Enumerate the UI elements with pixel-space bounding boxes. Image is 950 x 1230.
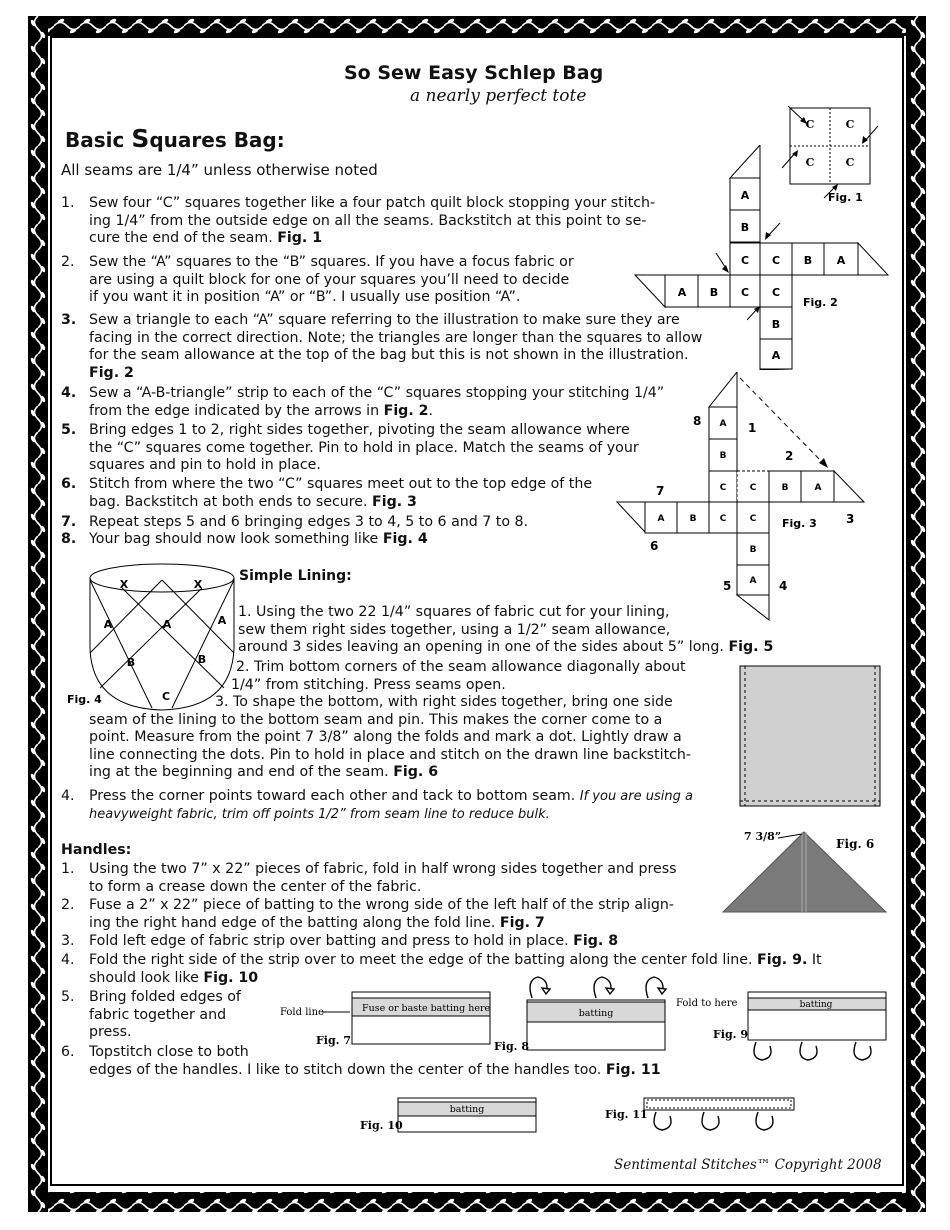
fig2-cell: A xyxy=(771,349,781,362)
step-number: 4. xyxy=(61,952,75,968)
fig1-cell: C xyxy=(845,118,855,131)
fig4-cell: C xyxy=(161,690,171,703)
lining-step-2: 2. Trim bottom corners of the seam allowance diagonally about 1/4” from stitching. Press seams open. xyxy=(231,659,686,693)
fig3-edge: 8 xyxy=(693,414,702,428)
fig3-edge: 4 xyxy=(779,579,788,593)
fig1-label: Fig. 1 xyxy=(828,191,863,204)
fig2-cell: C xyxy=(740,286,750,299)
fig6-measure: 7 3/8” xyxy=(744,830,782,843)
fig3-cell: C xyxy=(749,514,757,524)
fig2-cell: B xyxy=(771,318,781,331)
step-3-text: Sew a triangle to each “A” square referring to the illustration to make sure they are facing in the correct direction. Note; the triangles are longer than the squares to allow for the seam allowance at the top of the bag but this is not shown in the illustration. Fig. 2 xyxy=(89,312,703,381)
lining-step-1: 1. Using the two 22 1/4” squares of fabric cut for your lining, sew them right sides together, using a 1/2” seam allowance, around 3 sides leaving an opening in one of the sides about 5” long. Fig. 5 xyxy=(238,604,774,656)
fig3-edge: 7 xyxy=(656,484,665,498)
fig3-cell: A xyxy=(657,514,665,524)
fig3-edge: 2 xyxy=(785,449,794,463)
step-number: 5. xyxy=(61,422,77,438)
step-number: 1. xyxy=(61,195,75,211)
fig3-cell: A xyxy=(814,483,822,493)
fig4-mark: X xyxy=(193,578,203,591)
fig3-label: Fig. 3 xyxy=(782,517,817,530)
step-5-text: Bring edges 1 to 2, right sides together, pivoting the seam allowance where the “C” squares come together. Pin to hold in place. Match the seams of your squares and pin to hold in place. xyxy=(89,422,639,474)
fig4-cell: A xyxy=(217,614,227,627)
fig3-cell: B xyxy=(781,483,789,493)
handles-step-1: Using the two 7” x 22” pieces of fabric, fold in half wrong sides together and press to form a crease down the center of the fabric. xyxy=(89,861,677,895)
fig2-cell: C xyxy=(771,254,781,267)
lining-step-4: Press the corner points toward each other and tack to bottom seam. If you are using a heavyweight fabric, trim off points 1/2” from seam line to reduce bulk. xyxy=(89,788,693,822)
fig2-label: Fig. 2 xyxy=(803,296,838,309)
fig3-edge: 3 xyxy=(846,512,855,526)
fig2-cell: B xyxy=(740,221,750,234)
fig3-edge: 1 xyxy=(748,421,757,435)
handles-step-4: Fold the right side of the strip over to meet the edge of the batting along the center fold line. Fig. 9. It should look like Fig. 10 xyxy=(89,952,822,986)
section-heading-basic-squares: Basic Squares Bag: xyxy=(65,124,285,153)
step-number: 1. xyxy=(61,861,75,877)
figure-3-sewing-diagram xyxy=(612,372,872,622)
figure-6-corner-point xyxy=(720,826,890,916)
fig7-text: Fuse or baste batting here xyxy=(362,1003,491,1014)
step-number: 4. xyxy=(61,788,75,804)
figure-9-fold-to-batting xyxy=(674,990,890,1062)
handles-step-6: Topstitch close to both edges of the handles. I like to stitch down the center of the handles too. Fig. 11 xyxy=(89,1044,661,1078)
step-number: 7. xyxy=(61,514,77,530)
step-number: 2. xyxy=(61,897,75,913)
fig11-label: Fig. 11 xyxy=(605,1108,648,1121)
fig6-label: Fig. 6 xyxy=(836,837,875,851)
fig4-cell: B xyxy=(126,656,136,669)
fig3-cell: C xyxy=(719,483,727,493)
step-number: 6. xyxy=(61,1044,75,1060)
step-number: 2. xyxy=(61,254,75,270)
step-1-text: Sew four “C” squares together like a four patch quilt block stopping your stitch- ing 1/4” from the outside edge on all the seams. Backstitch at this point to se- cure the end of the seam. Fig. 1 xyxy=(89,195,656,247)
figure-5-lining-square xyxy=(738,664,884,808)
handles-heading: Handles: xyxy=(61,842,132,858)
lining-heading: Simple Lining: xyxy=(239,568,352,584)
figure-10-folded-handle xyxy=(358,1096,540,1136)
step-number: 4. xyxy=(61,385,77,401)
figure-8-folded-strip xyxy=(492,972,672,1054)
step-number: 3. xyxy=(61,933,75,949)
fig4-cell: A xyxy=(103,618,113,631)
fig7-label: Fig. 7 xyxy=(316,1034,351,1047)
step-number: 5. xyxy=(61,989,75,1005)
fig8-label: Fig. 8 xyxy=(494,1040,529,1053)
fig2-cell: B xyxy=(709,286,719,299)
step-6-text: Stitch from where the two “C” squares meet out to the top edge of the bag. Backstitch at both ends to secure. Fig. 3 xyxy=(89,476,593,510)
figure-11-topstitched-handle xyxy=(604,1096,804,1136)
fig4-cell: B xyxy=(197,653,207,666)
fig3-edge: 5 xyxy=(723,579,732,593)
figure-7-batting-strip xyxy=(278,990,493,1050)
fig7-callout: Fold line xyxy=(280,1007,324,1018)
fig3-edge: 6 xyxy=(650,539,659,553)
fig2-cell: C xyxy=(740,254,750,267)
fig9-label: Fig. 9 xyxy=(713,1028,748,1041)
step-8-text: Your bag should now look something like Fig. 4 xyxy=(89,531,428,547)
fig8-text: batting xyxy=(578,1008,614,1019)
fig2-cell: C xyxy=(771,286,781,299)
handles-step-2: Fuse a 2” x 22” piece of batting to the wrong side of the left half of the strip align- ing the right hand edge of the batting along the fold line. Fig. 7 xyxy=(89,897,675,931)
fig1-cell: C xyxy=(845,156,855,169)
fig4-cell: A xyxy=(162,618,172,631)
fig10-text: batting xyxy=(449,1104,485,1115)
handles-step-3: Fold left edge of fabric strip over batting and press to hold in place. Fig. 8 xyxy=(89,933,619,949)
fig3-cell: C xyxy=(749,483,757,493)
fig2-cell: A xyxy=(836,254,846,267)
fig2-cell: A xyxy=(740,189,750,202)
fig3-cell: A xyxy=(719,419,727,429)
figure-2-cross-layout xyxy=(630,145,890,370)
fig9-callout: Fold to here xyxy=(676,998,738,1009)
fig10-label: Fig. 10 xyxy=(360,1119,403,1132)
lining-step-3: 3. To shape the bottom, with right sides together, bring one side seam of the lining to the bottom seam and pin. This makes the corner come to a point. Measure from the point 7 3/8” along the folds and mark a dot. Lightly draw a line connecting the dots. Pin to hold in place and stitch on the drawn line backstitch- ing at the beginning and end of the seam. Fig. 6 xyxy=(89,694,692,781)
fig3-cell: B xyxy=(749,545,757,555)
fig9-text: batting xyxy=(799,1000,833,1010)
fig1-cell: C xyxy=(805,118,815,131)
fig4-mark: X xyxy=(119,578,129,591)
step-number: 3. xyxy=(61,312,77,328)
seam-note: All seams are 1/4” unless otherwise noted xyxy=(61,161,378,179)
fig3-cell: A xyxy=(749,576,757,586)
page-title: So Sew Easy Schlep Bag xyxy=(344,62,604,84)
page-subtitle: a nearly perfect tote xyxy=(410,86,587,106)
step-number: 6. xyxy=(61,476,77,492)
step-4-text: Sew a “A-B-triangle” strip to each of the “C” squares stopping your stitching 1/4” from the edge indicated by the arrows in Fig. 2. xyxy=(89,385,665,419)
fig1-cell: C xyxy=(805,156,815,169)
step-number: 8. xyxy=(61,531,77,547)
fig4-label: Fig. 4 xyxy=(67,693,102,706)
fig2-cell: A xyxy=(677,286,687,299)
fig3-cell: B xyxy=(719,451,727,461)
step-7-text: Repeat steps 5 and 6 bringing edges 3 to 4, 5 to 6 and 7 to 8. xyxy=(89,514,529,530)
footer-copyright: Sentimental Stitches™ Copyright 2008 xyxy=(614,1157,882,1173)
handles-step-5: Bring folded edges of fabric together and press. xyxy=(89,989,241,1041)
fig3-cell: B xyxy=(689,514,697,524)
step-2-text: Sew the “A” squares to the “B” squares. If you have a focus fabric or are using a quilt block for one of your squares you’ll need to decide if you want it in position “A” or “B”. I usually use position “A”. xyxy=(89,254,574,306)
fig3-cell: C xyxy=(719,514,727,524)
fig2-cell: B xyxy=(803,254,813,267)
